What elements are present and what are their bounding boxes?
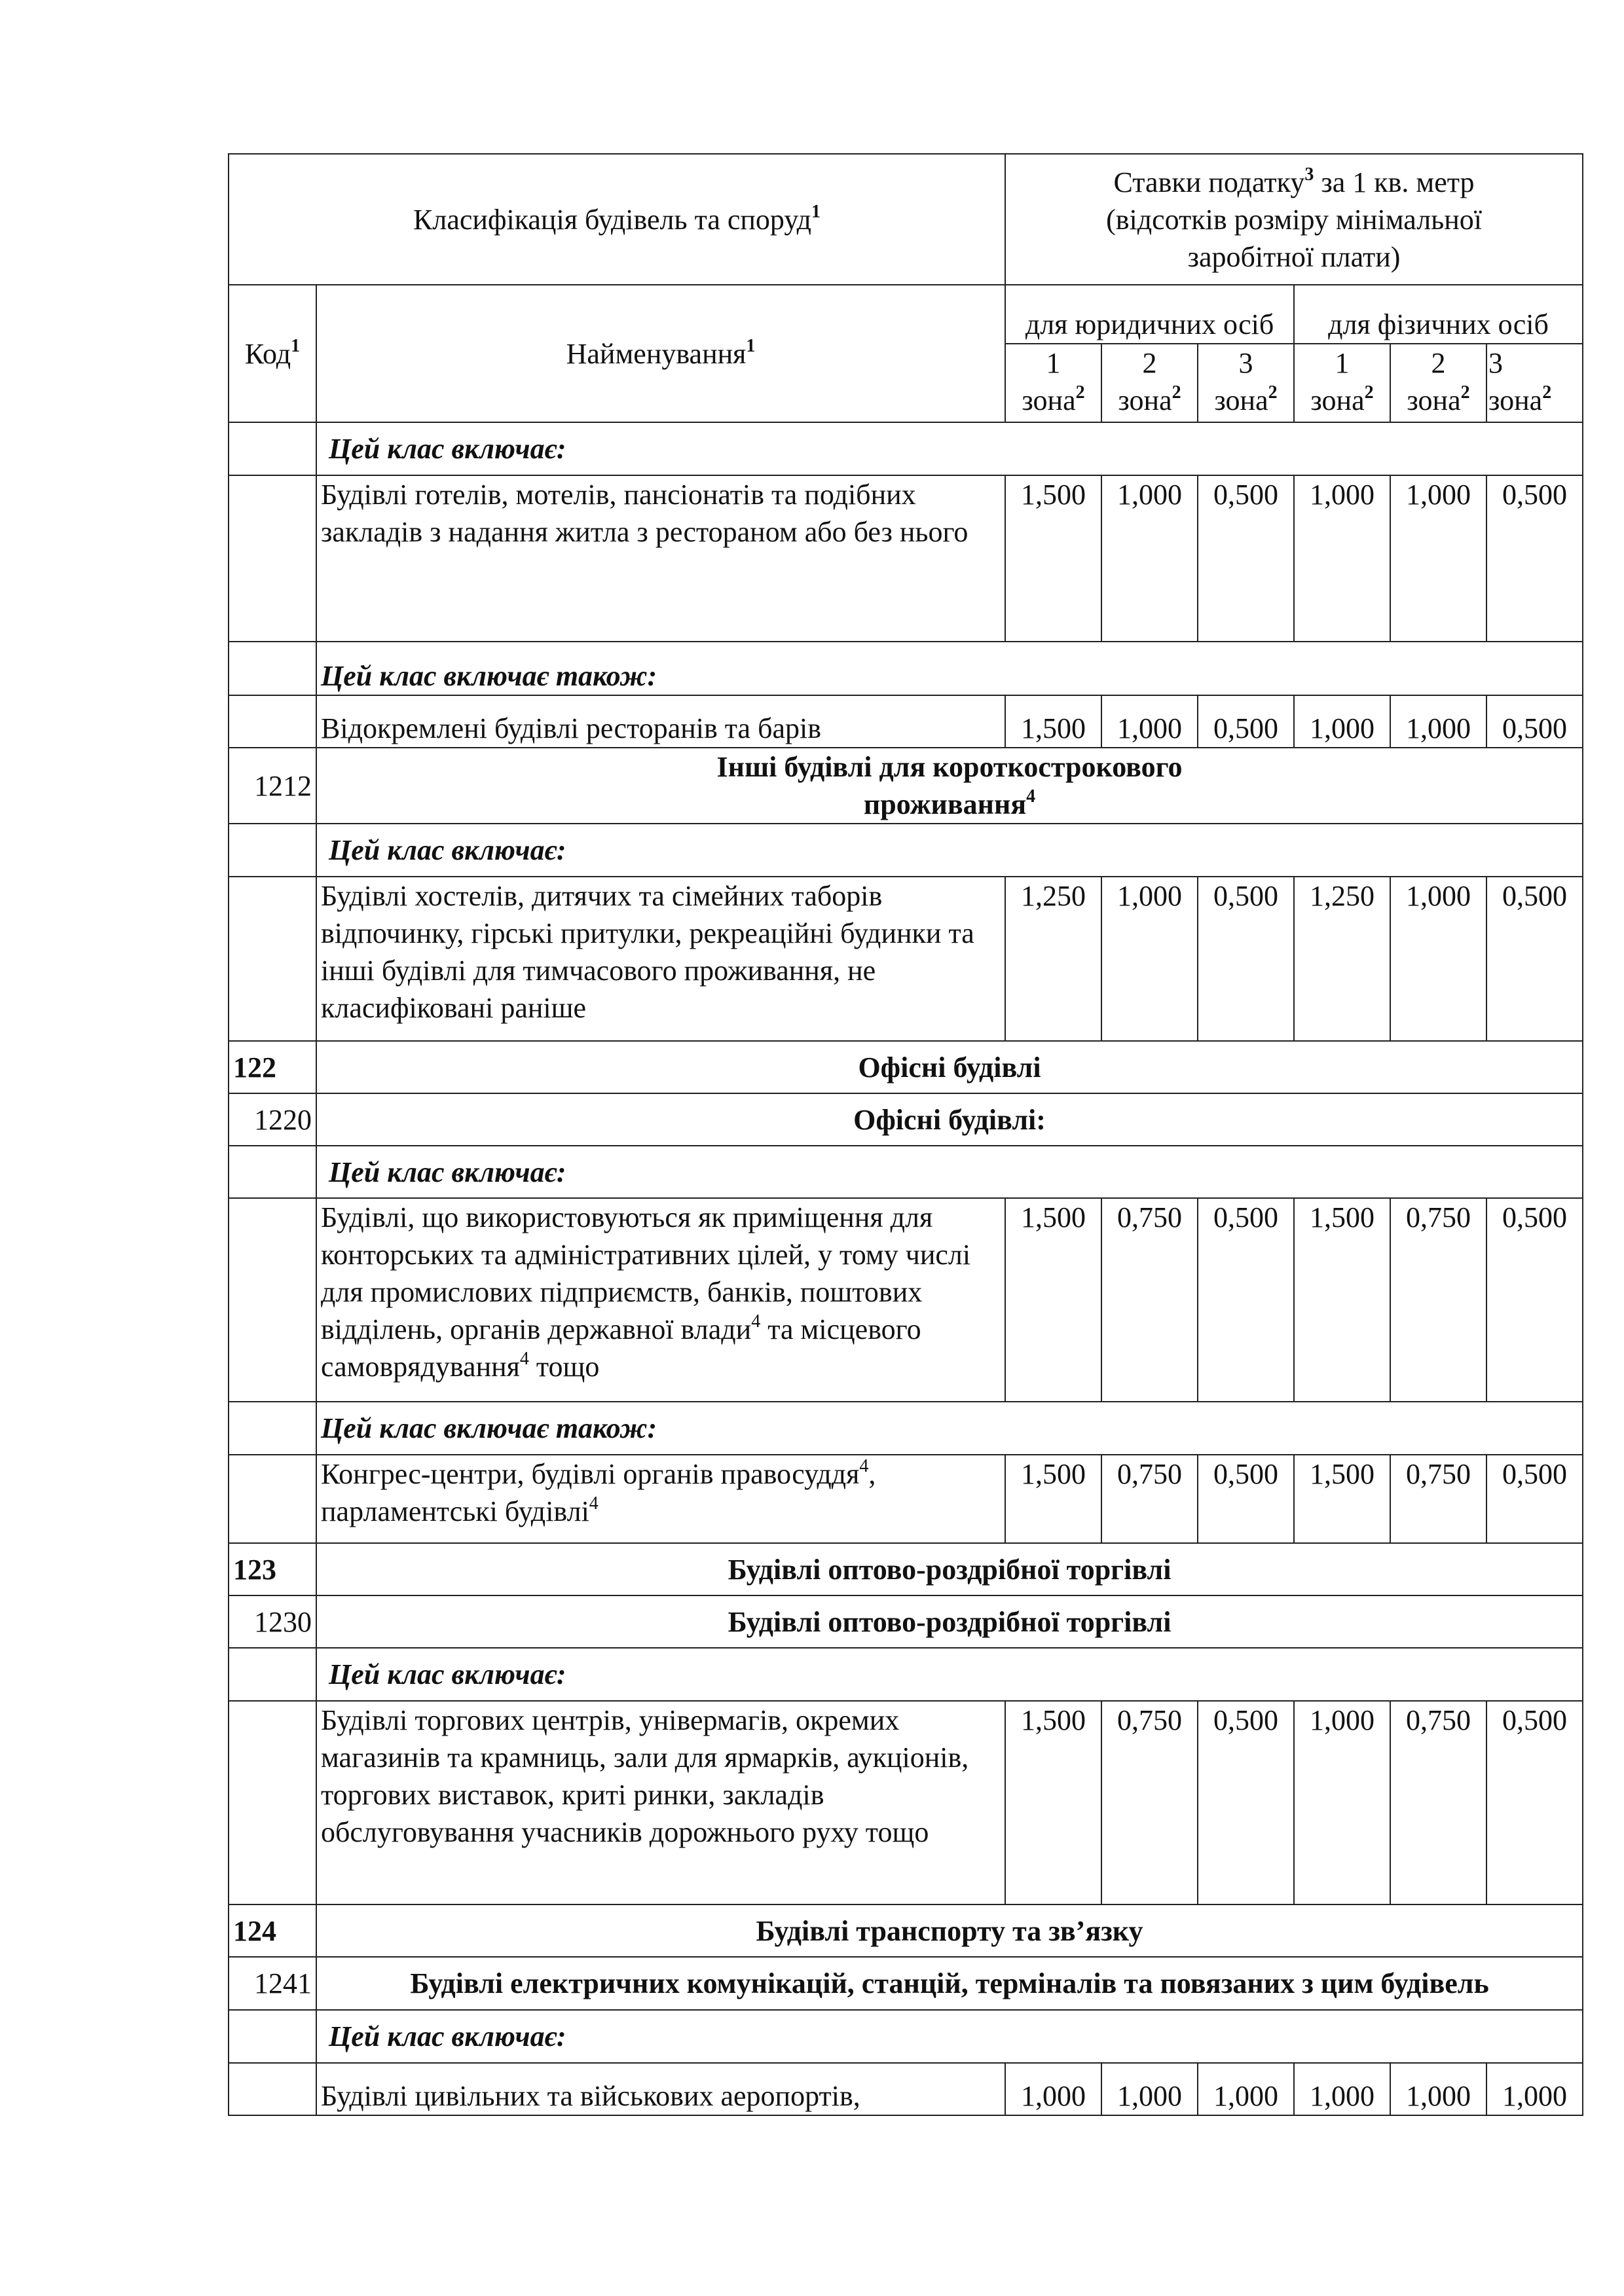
rate-cell: 1,500 (1005, 695, 1101, 748)
section-title-text: проживання (863, 788, 1027, 820)
description-cell: Будівлі хостелів, дитячих та сімейних таборів відпочинку, гірські притулки, рекреаційні будинки та інші будівлі для тимчасового проживання, не класифіковані раніше (316, 877, 1005, 1041)
rate-cell: 1,000 (1390, 475, 1486, 642)
code-cell: 1230 (229, 1595, 316, 1648)
legal-entities-header: для юридичних осіб (1005, 285, 1294, 344)
description-cell (316, 1198, 1005, 1402)
zone-word: зона (1407, 384, 1461, 416)
code-cell (229, 1146, 316, 1198)
rate-cell: 1,000 (1390, 695, 1486, 748)
table-row (229, 1701, 1583, 1904)
table-row (229, 642, 1583, 695)
description-cell: Будівлі торгових центрів, універмагів, окремих магазинів та крамниць, зали для ярмарків, аукціонів, торгових виставок, криті ринки, закладів обслуговування учасників дорожнього руху тощо (316, 1701, 1005, 1904)
table-row (229, 824, 1583, 877)
footnote-mark: 4 (589, 1493, 599, 1514)
name-header (316, 285, 1005, 422)
code-cell (229, 1402, 316, 1455)
code-cell (229, 422, 316, 475)
footnote-mark: 1 (811, 201, 821, 222)
rate-cell: 1,250 (1005, 877, 1101, 1041)
zone-number: 1 (1335, 347, 1350, 379)
rates-header-line3: заробітної плати) (1187, 240, 1401, 273)
zone-word: зона (1214, 384, 1268, 416)
zone-number: 2 (1142, 347, 1157, 379)
rates-header (1005, 154, 1583, 285)
description-cell: Відокремлені будівлі ресторанів та барів (316, 695, 1005, 748)
rate-cell: 1,000 (1198, 2063, 1294, 2115)
description-text: тощо (528, 1351, 600, 1383)
zone-header (1486, 344, 1583, 422)
zone-word: зона (1022, 384, 1076, 416)
table-row (229, 422, 1583, 475)
code-cell (229, 695, 316, 748)
zone-header (1294, 344, 1390, 422)
individuals-header: для фізичних осіб (1294, 285, 1583, 344)
section-title-line2 (321, 786, 1578, 823)
code-cell: 1212 (229, 748, 316, 824)
description-cell: Будівлі готелів, мотелів, пансіонатів та подібних закладів з надання житла з рестораном або без нього (316, 475, 1005, 642)
rate-cell: 1,000 (1390, 877, 1486, 1041)
zone-number: 2 (1431, 347, 1446, 379)
description-text: , парламентські будівлі (321, 1458, 876, 1527)
classification-header (229, 154, 1005, 285)
table-row (229, 1595, 1583, 1648)
rate-cell: 0,750 (1101, 1198, 1198, 1402)
table-row (229, 877, 1583, 1041)
rate-cell: 0,500 (1486, 475, 1583, 642)
footnote-mark: 3 (1304, 164, 1314, 185)
rate-cell: 1,500 (1005, 1198, 1101, 1402)
rate-cell: 1,500 (1294, 1455, 1390, 1543)
footnote-mark: 4 (859, 1456, 869, 1476)
code-cell: 123 (229, 1543, 316, 1595)
class-includes: Цей клас включає: (316, 824, 1583, 877)
section-title: Будівлі оптово-роздрібної торгівлі (316, 1595, 1583, 1648)
table-row (229, 1904, 1583, 1957)
table-row (229, 748, 1583, 824)
table-row (229, 1543, 1583, 1595)
section-title-line1: Інші будівлі для короткострокового (716, 751, 1183, 783)
section-title: Офісні будівлі: (316, 1093, 1583, 1146)
code-cell (229, 1198, 316, 1402)
table-row (229, 1455, 1583, 1543)
rate-cell: 0,500 (1486, 1198, 1583, 1402)
rate-cell: 1,500 (1294, 1198, 1390, 1402)
rate-cell: 0,500 (1486, 1455, 1583, 1543)
footnote-mark: 4 (1026, 786, 1036, 807)
footnote-mark: 4 (751, 1311, 761, 1332)
rate-cell: 1,000 (1294, 2063, 1390, 2115)
footnote-mark: 2 (1172, 382, 1181, 403)
section-title: Офісні будівлі (316, 1041, 1583, 1093)
table-row (229, 1957, 1583, 2010)
code-cell (229, 1455, 316, 1543)
class-includes-also: Цей клас включає також: (316, 642, 1583, 695)
rate-cell: 1,500 (1005, 475, 1101, 642)
section-title: Будівлі оптово-роздрібної торгівлі (316, 1543, 1583, 1595)
rate-cell: 1,000 (1005, 2063, 1101, 2115)
rate-cell: 0,750 (1101, 1455, 1198, 1543)
table-row (229, 1146, 1583, 1198)
class-includes: Цей клас включає: (316, 422, 1583, 475)
zone-word: зона (1118, 384, 1172, 416)
rate-cell: 1,000 (1101, 2063, 1198, 2115)
code-cell (229, 642, 316, 695)
footnote-mark: 2 (1075, 382, 1085, 403)
description-text: Конгрес-центри, будівлі органів правосуддя (321, 1458, 860, 1490)
rate-cell: 1,000 (1101, 475, 1198, 642)
zone-header (1101, 344, 1198, 422)
zone-header (1198, 344, 1294, 422)
rate-cell: 1,000 (1390, 2063, 1486, 2115)
rate-cell: 0,750 (1390, 1455, 1486, 1543)
rate-cell: 1,000 (1101, 695, 1198, 748)
zone-word: зона (1310, 384, 1365, 416)
description-cell (316, 1455, 1005, 1543)
table-row (229, 1041, 1583, 1093)
class-includes-also: Цей клас включає також: (316, 1402, 1583, 1455)
table-row (229, 2010, 1583, 2063)
classification-header-text: Класифікація будівель та споруд (413, 203, 811, 236)
code-cell (229, 2010, 316, 2063)
rate-cell: 1,000 (1294, 1701, 1390, 1904)
zone-header (1390, 344, 1486, 422)
zone-word: зона (1488, 384, 1543, 416)
section-title: Будівлі електричних комунікацій, станцій, терміналів та повязаних з цим будівель (316, 1957, 1583, 2010)
rate-cell: 0,750 (1101, 1701, 1198, 1904)
section-title (316, 748, 1583, 824)
rate-cell: 1,000 (1486, 2063, 1583, 2115)
zone-header (1005, 344, 1101, 422)
code-header (229, 285, 316, 422)
code-cell (229, 1648, 316, 1701)
zone-number: 1 (1046, 347, 1061, 379)
rate-cell: 0,500 (1486, 1701, 1583, 1904)
rate-cell: 0,750 (1390, 1701, 1486, 1904)
code-cell (229, 2063, 316, 2115)
table-row (229, 475, 1583, 642)
footnote-mark: 1 (291, 335, 301, 356)
footnote-mark: 2 (1542, 382, 1552, 403)
tax-rates-table (228, 153, 1583, 2116)
table-row (229, 1402, 1583, 1455)
rate-cell: 1,500 (1005, 1455, 1101, 1543)
zone-number: 3 (1238, 347, 1253, 379)
rates-header-text-b: за 1 кв. метр (1314, 166, 1475, 198)
rate-cell: 0,500 (1198, 1198, 1294, 1402)
header-row-groups (229, 285, 1583, 344)
rate-cell: 0,500 (1198, 877, 1294, 1041)
footnote-mark: 4 (519, 1349, 529, 1369)
rate-cell: 0,500 (1198, 475, 1294, 642)
code-cell (229, 475, 316, 642)
rate-cell: 0,500 (1198, 1455, 1294, 1543)
footnote-mark: 2 (1364, 382, 1374, 403)
code-cell: 124 (229, 1904, 316, 1957)
header-row-top (229, 154, 1583, 285)
rates-header-line1 (1010, 164, 1578, 201)
class-includes: Цей клас включає: (316, 1648, 1583, 1701)
code-cell: 122 (229, 1041, 316, 1093)
footnote-mark: 2 (1460, 382, 1470, 403)
rate-cell: 0,500 (1486, 695, 1583, 748)
code-cell: 1220 (229, 1093, 316, 1146)
rate-cell: 1,000 (1294, 695, 1390, 748)
code-cell (229, 877, 316, 1041)
rates-header-line2: (відсотків розміру мінімальної (1106, 203, 1482, 236)
code-cell (229, 1701, 316, 1904)
name-header-text: Найменування (566, 337, 747, 370)
zone-number: 3 (1488, 347, 1504, 379)
section-title: Будівлі транспорту та зв’язку (316, 1904, 1583, 1957)
table-row (229, 1648, 1583, 1701)
table-row (229, 2063, 1583, 2115)
description-text: Будівлі, що використовуються як приміщення для конторських та адміністративних цілей, у тому числі для промислових підприємств, банків, поштових відділень, органів державної влади (321, 1201, 971, 1345)
footnote-mark: 2 (1268, 382, 1278, 403)
rate-cell: 1,000 (1294, 475, 1390, 642)
class-includes: Цей клас включає: (316, 2010, 1583, 2063)
footnote-mark: 1 (746, 335, 756, 356)
description-cell: Будівлі цивільних та військових аеропортів, (316, 2063, 1005, 2115)
rate-cell: 1,500 (1005, 1701, 1101, 1904)
rate-cell: 1,250 (1294, 877, 1390, 1041)
code-header-text: Код (244, 337, 291, 370)
table-row (229, 1198, 1583, 1402)
rate-cell: 0,500 (1486, 877, 1583, 1041)
rate-cell: 0,500 (1198, 1701, 1294, 1904)
rates-header-text: Ставки податку (1113, 166, 1305, 198)
rate-cell: 0,500 (1198, 695, 1294, 748)
rate-cell: 1,000 (1101, 877, 1198, 1041)
table-row (229, 1093, 1583, 1146)
code-cell: 1241 (229, 1957, 316, 2010)
description-text: та місцевого самоврядування (321, 1313, 921, 1383)
class-includes: Цей клас включає: (316, 1146, 1583, 1198)
code-cell (229, 824, 316, 877)
table-row (229, 695, 1583, 748)
rate-cell: 0,750 (1390, 1198, 1486, 1402)
